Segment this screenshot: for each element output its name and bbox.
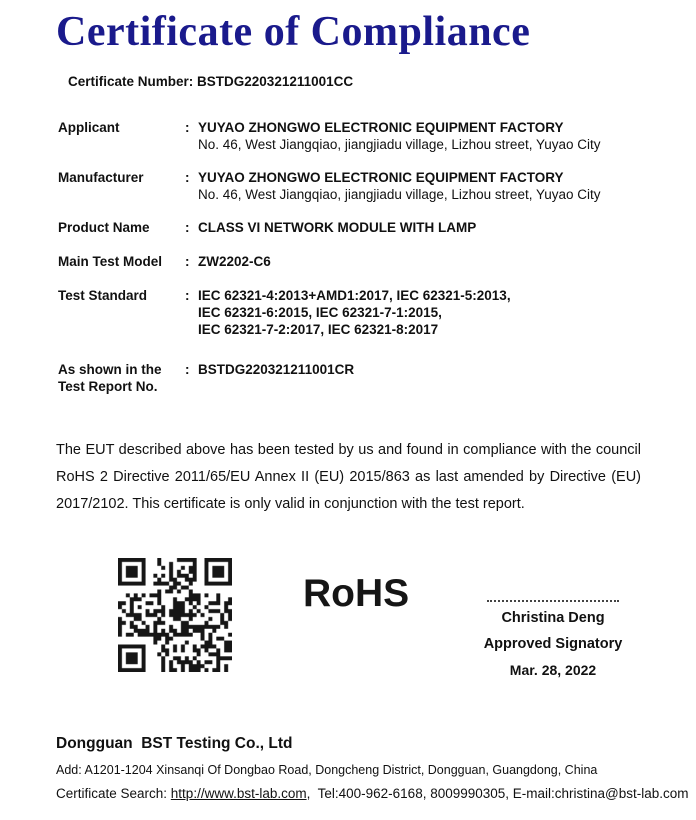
colon-separator: : [185,170,190,185]
test-standard-line3: IEC 62321-7-2:2017, IEC 62321-8:2017 [198,322,439,337]
signatory-name: Christina Deng [501,610,605,626]
certificate-number-line [68,74,353,89]
signatory-title: Approved Signatory [483,636,623,652]
rohs-logo: RoHS [303,572,410,615]
test-report-label-line1: As shown in the [58,362,162,377]
certificate-search-contact: , Tel:400-962-6168, 8009990305, E-mail:christina@bst-lab.com [306,786,689,801]
colon-separator: : [185,362,190,377]
test-standard-label: Test Standard [58,288,148,303]
product-name-value: CLASS VI NETWORK MODULE WITH LAMP [198,220,477,235]
manufacturer-value [198,169,658,203]
detail-row-test-report [58,361,658,395]
detail-row-manufacturer [58,169,658,203]
detail-row-test-standard [58,287,658,338]
applicant-value [198,119,658,153]
page-title: Certificate of Compliance [56,9,531,55]
test-report-label-line2: Test Report No. [58,379,158,394]
qr-code [118,558,232,672]
applicant-address: No. 46, West Jiangqiao, jiangjiadu village, Lizhou street, Yuyao City [198,137,601,152]
issuer-address: Add: A1201-1204 Xinsanqi Of Dongbao Road, Dongcheng District, Dongguan, Guangdong, China [56,763,598,777]
test-report-label [58,361,185,395]
manufacturer-name: YUYAO ZHONGWO ELECTRONIC EQUIPMENT FACTORY [198,170,564,185]
signature-dotted-line [487,592,619,602]
issuer-company-name: Dongguan BST Testing Co., Ltd [56,735,293,752]
manufacturer-label: Manufacturer [58,170,144,185]
applicant-label: Applicant [58,120,120,135]
colon-separator: : [185,120,190,135]
colon-separator: : [185,220,190,235]
test-standard-line1: IEC 62321-4:2013+AMD1:2017, IEC 62321-5:2013, [198,288,511,303]
certificate-number-value: BSTDG220321211001CC [197,74,354,89]
product-name-label: Product Name [58,220,150,235]
main-test-model-value: ZW2202-C6 [198,254,271,269]
signature-date: Mar. 28, 2022 [509,662,597,678]
manufacturer-address: No. 46, West Jiangqiao, jiangjiadu village, Lizhou street, Yuyao City [198,187,601,202]
compliance-statement: The EUT described above has been tested by us and found in compliance with the council RoHS 2 Directive 2011/65/EU Annex II (EU) 2015/863 as last amended by Directive (EU) 2017/2102. This certificate is only valid in conjunction with the test report. [56,442,641,512]
certificate-search-link[interactable]: http://www.bst-lab.com [170,786,307,801]
certificate-search-line [56,786,689,801]
detail-row-main-test-model [58,253,658,270]
applicant-name: YUYAO ZHONGWO ELECTRONIC EQUIPMENT FACTORY [198,120,564,135]
detail-row-product-name [58,219,658,236]
certificate-number-label: Certificate Number: [68,74,198,89]
certificate-details [58,119,658,395]
colon-separator: : [185,254,190,269]
test-standard-line2: IEC 62321-6:2015, IEC 62321-7-1:2015, [198,305,442,320]
certificate-search-label: Certificate Search: [56,786,171,801]
test-standard-value [198,287,658,338]
test-report-value: BSTDG220321211001CR [198,362,355,377]
signature-block [477,592,629,678]
detail-row-applicant [58,119,658,153]
colon-separator: : [185,288,190,303]
main-test-model-label: Main Test Model [58,254,163,269]
